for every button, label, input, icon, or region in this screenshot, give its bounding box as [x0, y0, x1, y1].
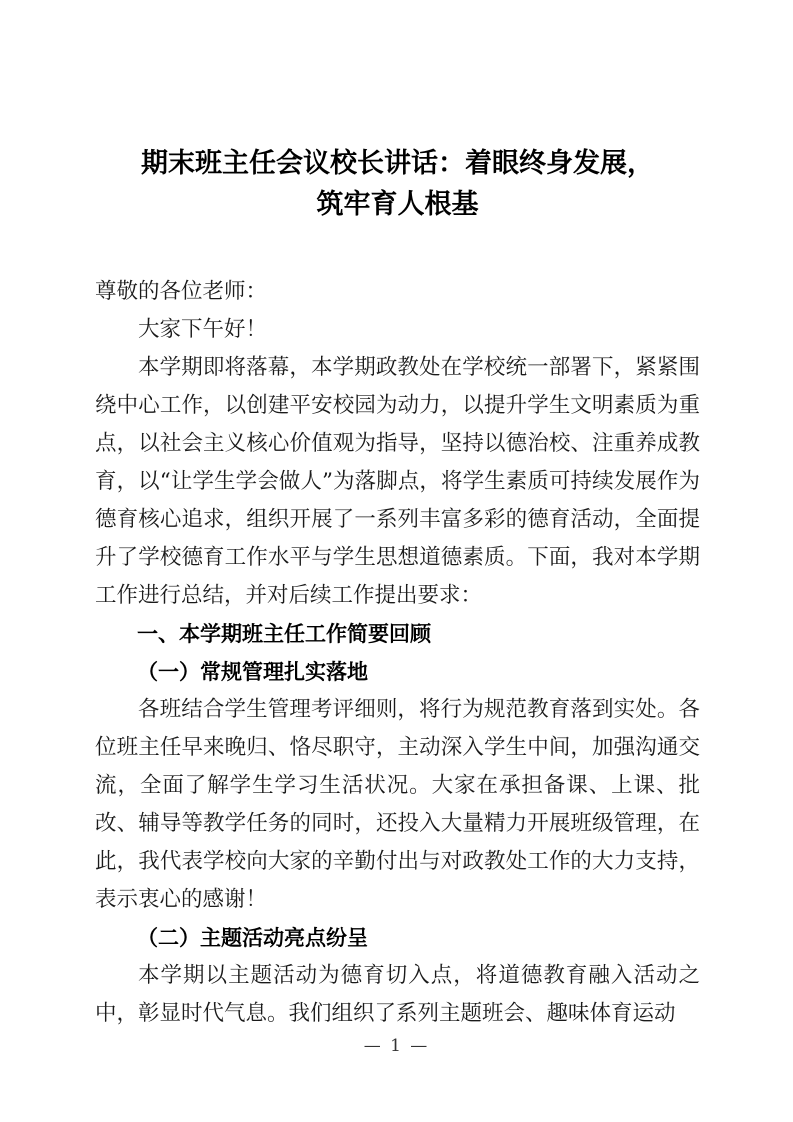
page-title — [95, 0, 700, 225]
theme-activities-paragraph: 本学期以主题活动为德育切入点，将道德教育融入活动之中，彰显时代气息。我们组织了系列主题班会、趣味体育运动 — [95, 963, 700, 1026]
opening-paragraph: 本学期即将落幕，本学期政教处在学校统一部署下，紧紧围绕中心工作，以创建平安校园为动力，以提升学生文明素质为重点，以社会主义核心价值观为指导，坚持以德治校、注重养成教育，以“让学生学会做人”为落脚点，将学生素质可持续发展作为德育核心追求，组织开展了一系列丰富多彩的德育活动，全面提升了学校德育工作水平与学生思想道德素质。下面，我对本学期工作进行总结，并对后续工作提出要求： — [95, 355, 700, 608]
page-title-line-1: 期末班主任会议校长讲话：着眼终身发展， — [141, 148, 654, 179]
salutation: 尊敬的各位老师： — [95, 279, 268, 304]
subsection-heading-one-b: （二）主题活动亮点纷呈 — [137, 926, 368, 950]
page-title-line-2: 筑牢育人根基 — [316, 189, 479, 220]
subsection-heading-one-a: （一）常规管理扎实落地 — [137, 660, 368, 684]
section-heading-one: 一、本学期班主任工作简要回顾 — [137, 622, 431, 646]
document-content — [95, 311, 700, 1033]
greeting-paragraph: 大家下午好！ — [138, 317, 268, 342]
routine-management-paragraph: 各班结合学生管理考评细则，将行为规范教育落到实处。各位班主任早来晚归、恪尽职守，主动深入学生中间，加强沟通交流，全面了解学生学习生活状况。大家在承担备课、上课、批改、辅导等教学任务的同时，还投入大量精力开展班级管理，在此，我代表学校向大家的辛勤付出与对政教处工作的大力支持，表示衷心的感谢！ — [95, 697, 700, 912]
document-body — [95, 0, 700, 1033]
page-number-footer: — 1 — — [363, 1036, 430, 1056]
